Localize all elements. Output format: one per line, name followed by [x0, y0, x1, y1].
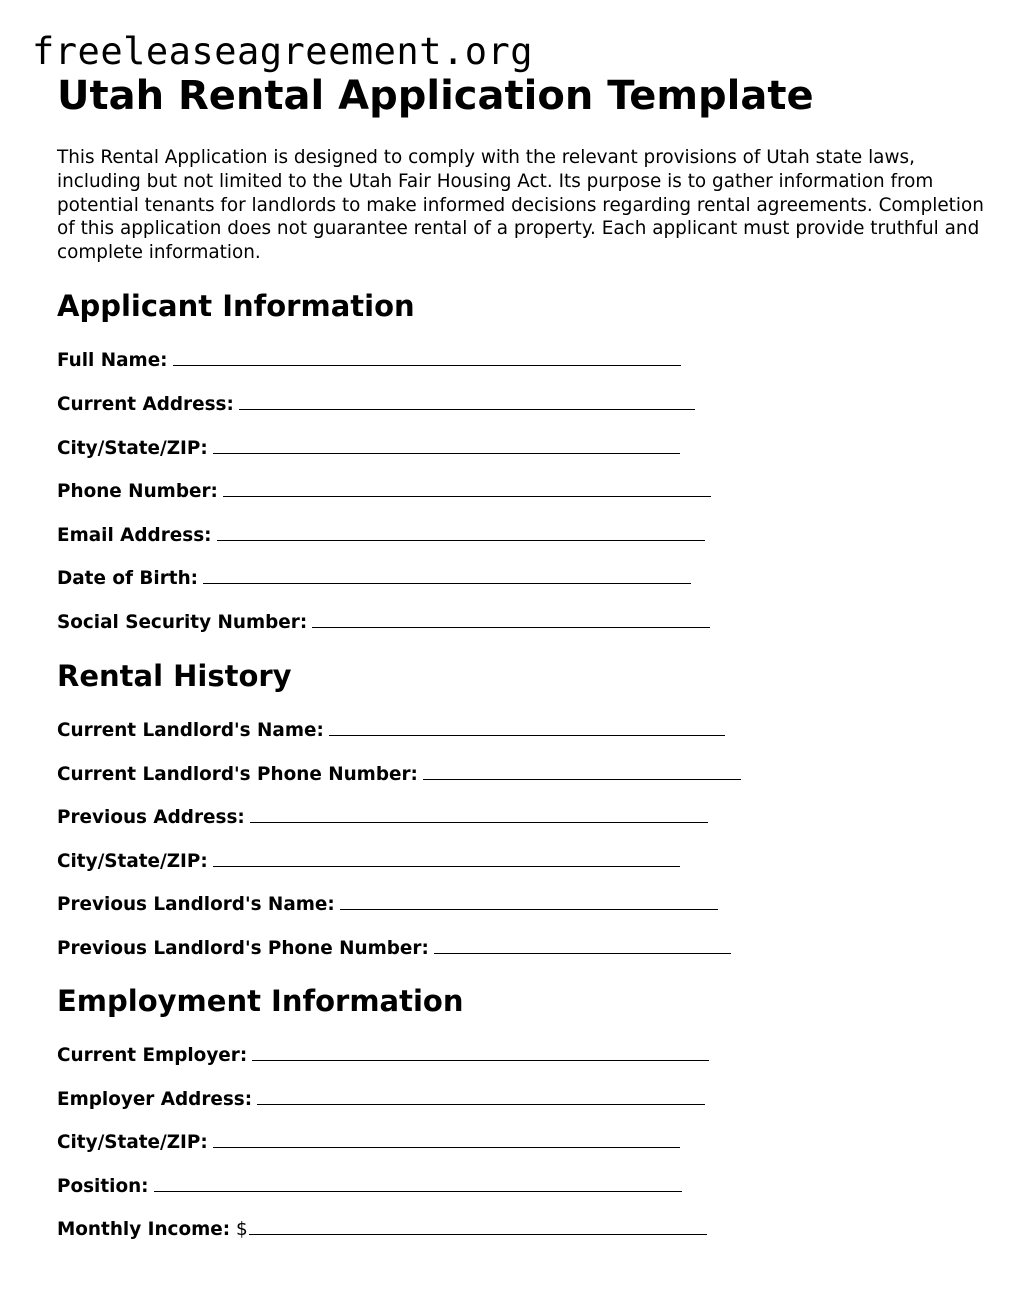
currency-prefix: $ — [235, 1219, 248, 1240]
form-field-employer-city-state-zip — [57, 1131, 680, 1155]
previous-landlord-phone-input-line[interactable] — [434, 951, 731, 954]
current-address-input-line[interactable] — [239, 407, 695, 410]
field-label: Email Address: — [57, 525, 212, 546]
field-label: Current Address: — [57, 394, 234, 415]
field-label: Monthly Income: — [57, 1219, 231, 1240]
intro-paragraph: This Rental Application is designed to comply with the relevant provisions of Utah state laws, including but not limited to the Utah Fair Housing Act. Its purpose is to gather information from potential tenants for landlords to make informed decisions regarding rental agreements. Completion of this application does not guarantee rental of a property. Each applicant must provide truthful and complete information. — [57, 147, 984, 264]
field-label: City/State/ZIP: — [57, 438, 208, 459]
full-name-input-line[interactable] — [173, 363, 681, 366]
previous-address-input-line[interactable] — [250, 820, 708, 823]
form-field-previous-address — [57, 806, 708, 830]
form-field-current-address — [57, 393, 695, 417]
current-landlord-name-input-line[interactable] — [329, 733, 725, 736]
page-title: Utah Rental Application Template — [57, 73, 814, 119]
current-employer-input-line[interactable] — [252, 1058, 709, 1061]
field-label: Position: — [57, 1176, 149, 1197]
field-label: Current Employer: — [57, 1045, 248, 1066]
form-field-current-employer — [57, 1044, 709, 1068]
position-input-line[interactable] — [154, 1189, 682, 1192]
form-field-current-landlord-name — [57, 719, 725, 743]
form-field-date-of-birth — [57, 567, 691, 591]
form-field-phone-number — [57, 480, 711, 504]
section-heading-employment: Employment Information — [57, 984, 464, 1018]
form-field-current-landlord-phone — [57, 763, 741, 787]
form-field-position — [57, 1175, 682, 1199]
employer-city-state-zip-input-line[interactable] — [213, 1145, 680, 1148]
form-field-city-state-zip — [57, 437, 680, 461]
form-field-previous-landlord-phone — [57, 937, 731, 961]
monthly-income-input-line[interactable] — [249, 1232, 707, 1235]
field-label: Previous Landlord's Name: — [57, 894, 335, 915]
field-label: Current Landlord's Name: — [57, 720, 324, 741]
previous-landlord-name-input-line[interactable] — [340, 907, 718, 910]
field-label: Previous Address: — [57, 807, 245, 828]
form-field-email-address — [57, 524, 705, 548]
form-field-ssn — [57, 611, 710, 635]
form-field-monthly-income — [57, 1218, 707, 1242]
form-field-previous-city-state-zip — [57, 850, 680, 874]
field-label: City/State/ZIP: — [57, 851, 208, 872]
form-field-previous-landlord-name — [57, 893, 718, 917]
phone-number-input-line[interactable] — [223, 494, 711, 497]
form-field-full-name — [57, 349, 681, 373]
section-heading-applicant: Applicant Information — [57, 289, 415, 323]
section-heading-rental-history: Rental History — [57, 659, 292, 693]
employer-address-input-line[interactable] — [257, 1102, 705, 1105]
current-landlord-phone-input-line[interactable] — [423, 777, 741, 780]
watermark-text: freeleaseagreement.org — [32, 30, 534, 73]
date-of-birth-input-line[interactable] — [203, 581, 691, 584]
field-label: Full Name: — [57, 350, 168, 371]
field-label: Previous Landlord's Phone Number: — [57, 938, 429, 959]
previous-city-state-zip-input-line[interactable] — [213, 864, 680, 867]
form-field-employer-address — [57, 1088, 705, 1112]
field-label: City/State/ZIP: — [57, 1132, 208, 1153]
field-label: Employer Address: — [57, 1089, 253, 1110]
ssn-input-line[interactable] — [312, 625, 710, 628]
field-label: Phone Number: — [57, 481, 218, 502]
field-label: Social Security Number: — [57, 612, 308, 633]
field-label: Current Landlord's Phone Number: — [57, 764, 418, 785]
field-label: Date of Birth: — [57, 568, 199, 589]
email-address-input-line[interactable] — [217, 538, 705, 541]
city-state-zip-input-line[interactable] — [213, 451, 680, 454]
